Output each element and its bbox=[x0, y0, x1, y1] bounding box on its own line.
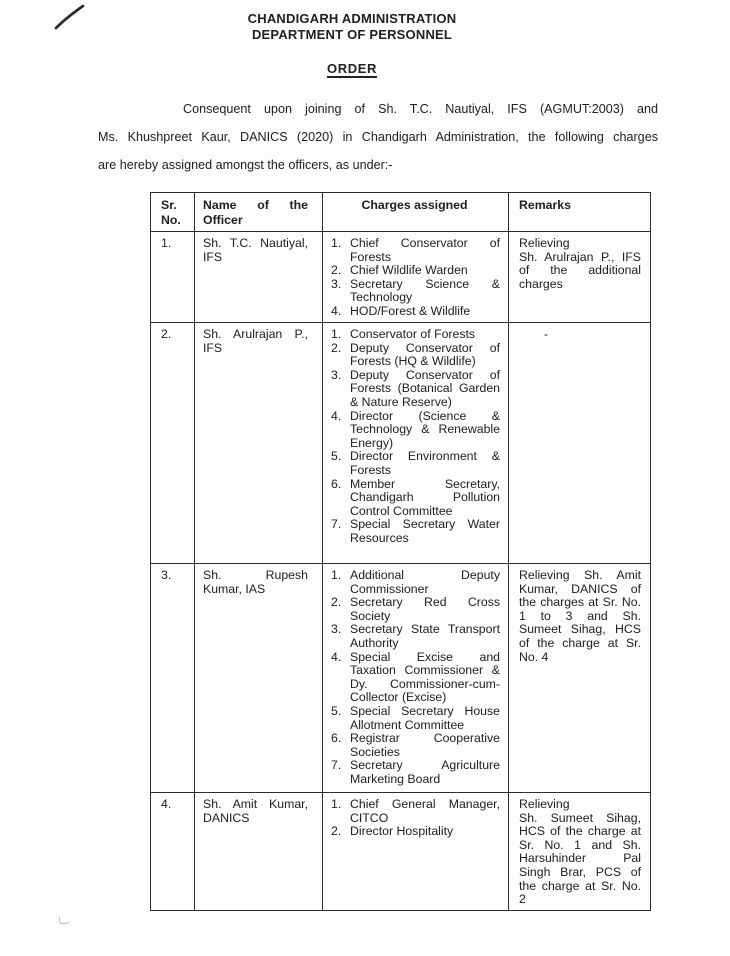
charges-cell bbox=[323, 323, 509, 564]
officer-name-cell: Sh. T.C. Nautiyal, IFS bbox=[195, 232, 323, 323]
remarks-cell bbox=[509, 323, 651, 564]
charge-item: Chief Wildlife Warden bbox=[350, 263, 468, 278]
charge-item: Chief Conservator of Forests bbox=[350, 236, 500, 264]
table-row bbox=[151, 232, 651, 323]
dept-name: DEPARTMENT OF PERSONNEL bbox=[251, 27, 453, 42]
charge-item: Secretary State Transport Authority bbox=[350, 622, 500, 650]
col-header-charges: Charges assigned bbox=[323, 193, 509, 232]
table-row bbox=[151, 323, 651, 564]
remark-text: - bbox=[544, 327, 549, 341]
charges-list bbox=[329, 569, 500, 787]
charges-cell bbox=[323, 232, 509, 323]
charge-item: Additional Deputy Commissioner bbox=[350, 568, 500, 596]
remark-text: Relieving bbox=[519, 797, 570, 811]
charge-item: Member Secretary, Chandigarh Pollution Control Committee bbox=[350, 476, 500, 518]
table-header-row bbox=[151, 193, 651, 232]
charges-list bbox=[329, 798, 500, 839]
charge-item: Deputy Conservator of Forests (Botanical Garden & Nature Reserve) bbox=[350, 367, 500, 409]
charge-item: Conservator of Forests bbox=[350, 327, 476, 341]
remark-text: Relieving Sh. Amit Kumar, DANICS of the charges at Sr. No. 1 to 3 and Sh. Sumeet Sihag, HCS of the charge at Sr. No. 4 bbox=[519, 568, 641, 664]
sr-no-cell: 4. bbox=[151, 793, 195, 911]
letterhead bbox=[0, 11, 704, 43]
sr-no-cell: 3. bbox=[151, 564, 195, 793]
officer-name-cell: Sh. Arulrajan P., IFS bbox=[195, 323, 323, 564]
charge-item: Director Environment & Forests bbox=[350, 449, 500, 477]
remarks-cell bbox=[509, 232, 651, 323]
charge-item: Secretary Red Cross Society bbox=[350, 595, 500, 623]
table-row bbox=[151, 564, 651, 793]
intro-line-1: Consequent upon joining of Sh. T.C. Nautiyal, IFS (AGMUT:2003) and bbox=[183, 102, 658, 116]
sr-no-cell: 2. bbox=[151, 323, 195, 564]
col-header-remarks: Remarks bbox=[509, 193, 651, 232]
remark-text: Sh. Sumeet Sihag, HCS of the charge at Sr. No. 1 and Sh. Harsuhinder Pal Singh Brar, PCS of the charge at Sr. No. 2 bbox=[519, 810, 641, 907]
charges-list bbox=[329, 328, 500, 546]
org-name: CHANDIGARH ADMINISTRATION bbox=[247, 11, 457, 26]
intro-line-3: are hereby assigned amongst the officers, as under:- bbox=[98, 158, 393, 172]
order-heading bbox=[0, 61, 704, 76]
charge-item: Deputy Conservator of Forests (HQ & Wildlife) bbox=[350, 340, 500, 369]
col-header-sr-no: Sr. No. bbox=[151, 193, 195, 232]
officer-name-cell: Sh. Amit Kumar, DANICS bbox=[195, 793, 323, 911]
remarks-cell bbox=[509, 793, 651, 911]
charges-table bbox=[150, 192, 651, 911]
charge-item: Special Secretary House Allotment Committee bbox=[350, 703, 500, 732]
col-header-name: Name of the Officer bbox=[195, 193, 323, 232]
charge-item: Secretary Science & Technology bbox=[350, 276, 500, 305]
table-row bbox=[151, 793, 651, 911]
charge-item: Special Secretary Water Resources bbox=[350, 517, 500, 545]
order-heading-text: ORDER bbox=[327, 61, 377, 76]
charge-item: HOD/Forest & Wildlife bbox=[350, 303, 471, 318]
remark-text: Relieving bbox=[519, 236, 570, 250]
charge-item: Registrar Cooperative Societies bbox=[350, 731, 500, 759]
remarks-cell bbox=[509, 564, 651, 793]
charge-item: Director Hospitality bbox=[350, 824, 454, 839]
sr-no-cell: 1. bbox=[151, 232, 195, 323]
charge-item: Special Excise and Taxation Commissioner & Dy. Commissioner-cum-Collector (Excise) bbox=[350, 649, 500, 705]
charges-cell bbox=[323, 564, 509, 793]
remark-text: Sh. Arulrajan P., IFS of the additional charges bbox=[519, 249, 641, 291]
charges-cell bbox=[323, 793, 509, 911]
intro-line-2: Ms. Khushpreet Kaur, DANICS (2020) in Chandigarh Administration, the following charges bbox=[98, 130, 658, 144]
charge-item: Secretary Agriculture Marketing Board bbox=[350, 758, 500, 786]
intro-paragraph bbox=[98, 95, 658, 179]
charges-list bbox=[329, 237, 500, 319]
corner-pen-mark bbox=[58, 915, 69, 924]
charge-item: Chief General Manager, CITCO bbox=[350, 797, 500, 825]
officer-name-cell: Sh. Rupesh Kumar, IAS bbox=[195, 564, 323, 793]
charge-item: Director (Science & Technology & Renewable Energy) bbox=[350, 408, 500, 450]
